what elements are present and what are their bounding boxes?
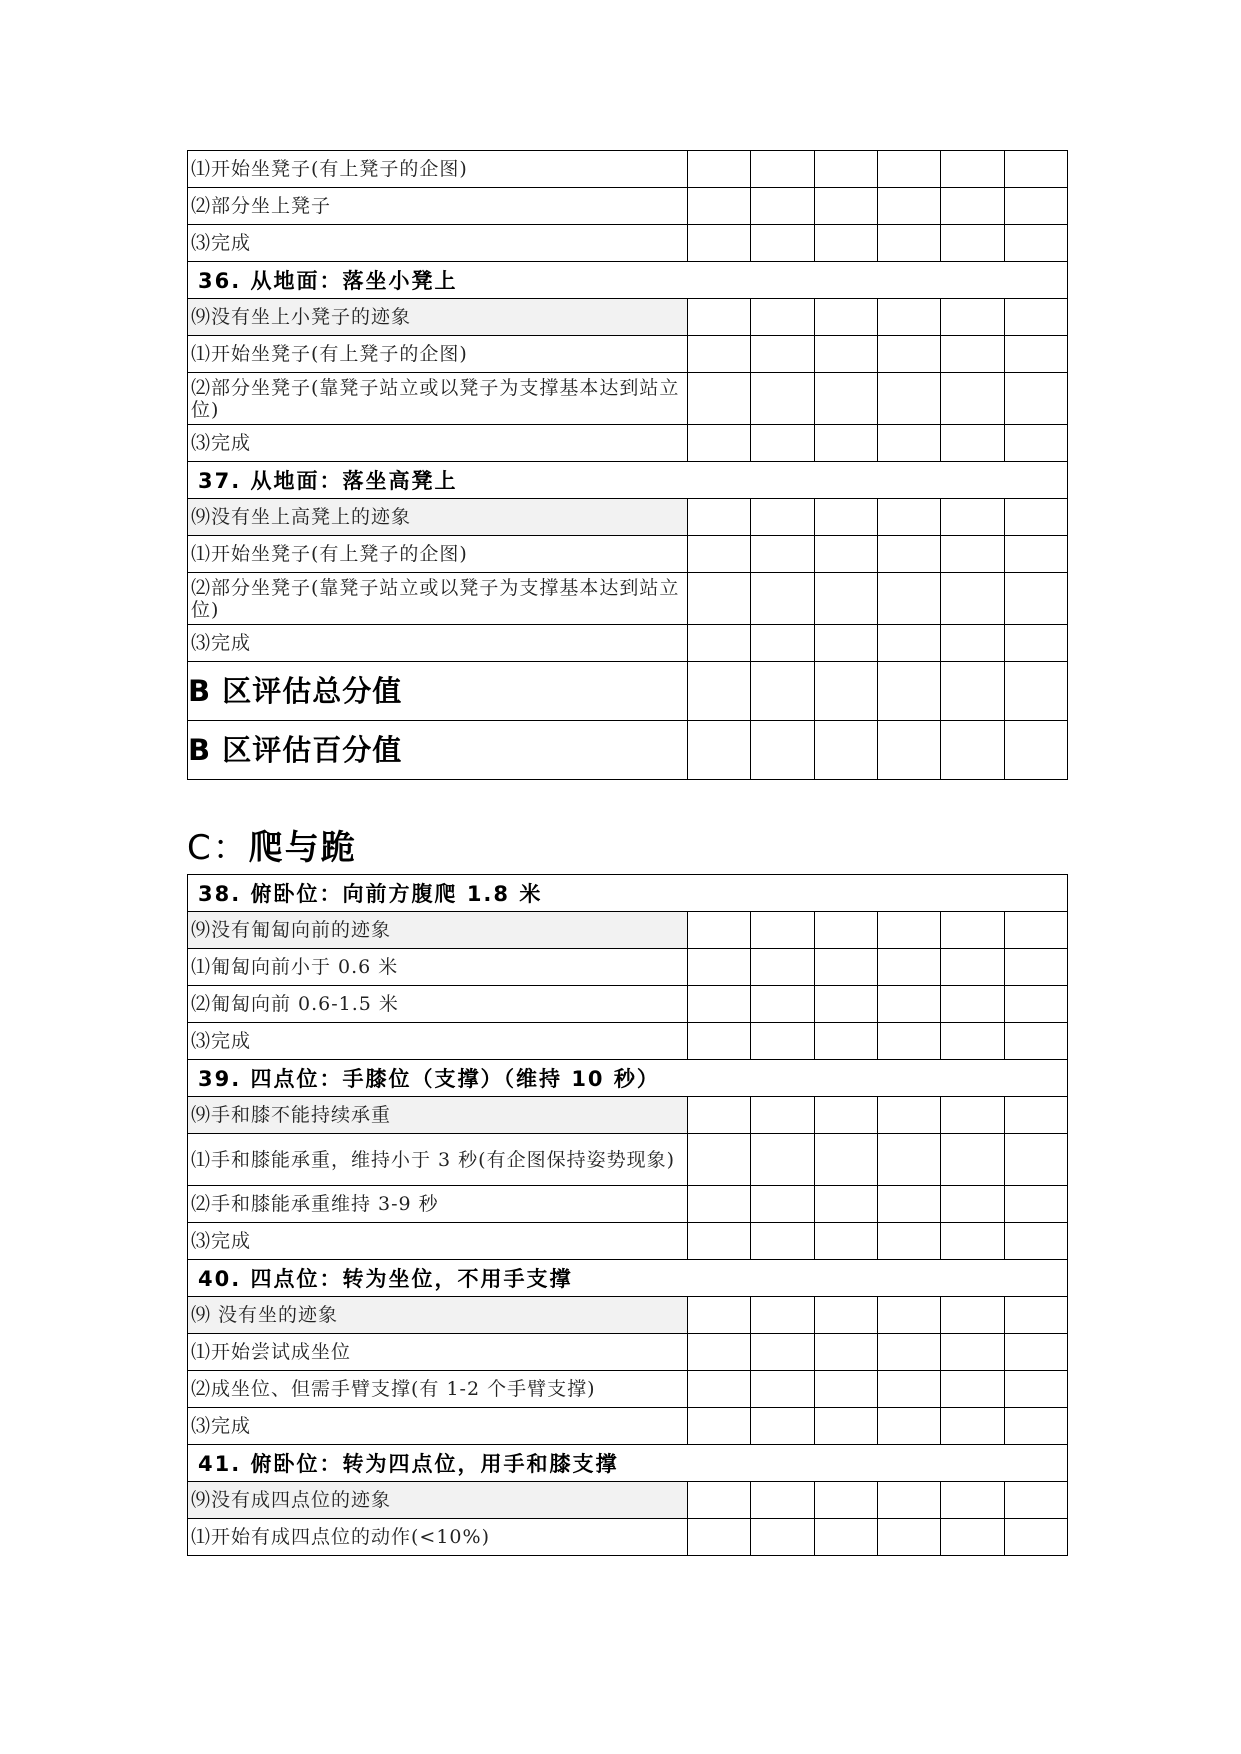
table-body [188,151,1068,780]
score-option-row [188,536,1068,573]
score-cell[interactable] [751,1297,814,1334]
score-cell[interactable] [941,1519,1004,1556]
score-cell[interactable] [877,625,940,662]
score-cell[interactable] [688,1519,751,1556]
option-label: ⑶完成 [188,1023,688,1060]
table-body [188,875,1068,1556]
score-option-row [188,1097,1068,1134]
score-cell[interactable] [1004,1297,1067,1334]
score-cell[interactable] [688,188,751,225]
option-label: ⑼没有匍匐向前的迹象 [188,912,688,949]
score-cell[interactable] [814,1134,877,1186]
score-cell[interactable] [751,1223,814,1260]
score-cell[interactable] [1004,1519,1067,1556]
score-option-row [188,949,1068,986]
section-c-heading [187,826,357,870]
score-cell[interactable] [1004,1186,1067,1223]
score-cell[interactable] [814,1482,877,1519]
score-option-row [188,373,1068,425]
score-cell[interactable] [814,1408,877,1445]
score-cell[interactable] [688,1223,751,1260]
option-label: ⑼没有坐上小凳子的迹象 [188,299,688,336]
score-cell[interactable] [688,1297,751,1334]
score-cell[interactable] [751,912,814,949]
score-cell[interactable] [751,536,814,573]
score-cell[interactable] [751,573,814,625]
option-label: ⑶完成 [188,425,688,462]
score-cell[interactable] [941,662,1004,721]
score-cell[interactable] [1004,986,1067,1023]
score-cell[interactable] [877,721,940,780]
item-title: 38. 俯卧位：向前方腹爬 1.8 米 [188,875,1068,912]
score-cell[interactable] [751,499,814,536]
score-cell[interactable] [751,1482,814,1519]
score-cell[interactable] [688,1371,751,1408]
score-cell[interactable] [814,151,877,188]
score-option-row [188,1223,1068,1260]
score-cell[interactable] [877,1482,940,1519]
score-cell[interactable] [814,625,877,662]
score-cell[interactable] [751,986,814,1023]
score-cell[interactable] [1004,1371,1067,1408]
score-cell[interactable] [751,1186,814,1223]
score-option-row [188,986,1068,1023]
score-cell[interactable] [1004,1134,1067,1186]
score-cell[interactable] [877,986,940,1023]
score-cell[interactable] [751,373,814,425]
score-cell[interactable] [814,1371,877,1408]
score-cell[interactable] [814,1519,877,1556]
score-cell[interactable] [1004,1097,1067,1134]
score-cell[interactable] [751,1334,814,1371]
score-cell[interactable] [877,225,940,262]
score-cell[interactable] [877,373,940,425]
option-label: ⑶完成 [188,1408,688,1445]
option-label: ⑶完成 [188,225,688,262]
score-cell[interactable] [814,986,877,1023]
score-cell[interactable] [877,425,940,462]
score-cell[interactable] [1004,625,1067,662]
score-option-row [188,1482,1068,1519]
score-option-row [188,1371,1068,1408]
score-cell[interactable] [941,1297,1004,1334]
score-option-row [188,1023,1068,1060]
score-option-row [188,225,1068,262]
section-title: 爬与跪 [248,828,357,868]
score-cell[interactable] [1004,662,1067,721]
score-cell[interactable] [688,1097,751,1134]
option-label: ⑴开始有成四点位的动作(<10%) [188,1519,688,1556]
score-cell[interactable] [688,1134,751,1186]
item-title: 36. 从地面：落坐小凳上 [188,262,1068,299]
score-cell[interactable] [1004,225,1067,262]
score-cell[interactable] [688,573,751,625]
score-cell[interactable] [941,1334,1004,1371]
option-label: ⑵部分坐凳子(靠凳子站立或以凳子为支撑基本达到站立位) [188,373,688,425]
option-label: ⑴匍匐向前小于 0.6 米 [188,949,688,986]
score-cell[interactable] [814,1097,877,1134]
score-cell[interactable] [1004,425,1067,462]
score-cell[interactable] [877,912,940,949]
score-cell[interactable] [751,1408,814,1445]
score-option-row [188,425,1068,462]
score-cell[interactable] [941,912,1004,949]
item-title: 39. 四点位：手膝位（支撑）（维持 10 秒） [188,1060,1068,1097]
score-cell[interactable] [751,151,814,188]
score-cell[interactable] [814,573,877,625]
score-cell[interactable] [941,188,1004,225]
score-cell[interactable] [941,336,1004,373]
score-cell[interactable] [814,1223,877,1260]
score-cell[interactable] [877,573,940,625]
score-cell[interactable] [751,336,814,373]
score-cell[interactable] [688,499,751,536]
score-cell[interactable] [751,1519,814,1556]
score-cell[interactable] [941,373,1004,425]
score-option-row [188,1408,1068,1445]
option-label: ⑶完成 [188,1223,688,1260]
total-score-row [188,721,1068,780]
option-label: ⑼手和膝不能持续承重 [188,1097,688,1134]
score-cell[interactable] [688,912,751,949]
score-cell[interactable] [751,188,814,225]
score-cell[interactable] [751,662,814,721]
score-cell[interactable] [688,151,751,188]
option-label: ⑴开始坐凳子(有上凳子的企图) [188,536,688,573]
total-score-row [188,662,1068,721]
score-cell[interactable] [1004,373,1067,425]
score-cell[interactable] [941,536,1004,573]
score-cell[interactable] [941,1371,1004,1408]
score-cell[interactable] [877,1371,940,1408]
section-c-score-table [187,874,1068,1556]
score-cell[interactable] [814,499,877,536]
score-option-row [188,336,1068,373]
item-title: 40. 四点位：转为坐位，不用手支撑 [188,1260,1068,1297]
score-cell[interactable] [688,986,751,1023]
score-cell[interactable] [941,1408,1004,1445]
score-cell[interactable] [751,425,814,462]
item-header-row [188,1260,1068,1297]
option-label: ⑵手和膝能承重维持 3-9 秒 [188,1186,688,1223]
score-option-row [188,573,1068,625]
score-cell[interactable] [877,1297,940,1334]
score-cell[interactable] [877,1186,940,1223]
score-cell[interactable] [814,225,877,262]
score-cell[interactable] [751,1097,814,1134]
score-cell[interactable] [1004,499,1067,536]
option-label: ⑵匍匐向前 0.6-1.5 米 [188,986,688,1023]
item-header-row [188,262,1068,299]
score-cell[interactable] [877,299,940,336]
score-cell[interactable] [688,721,751,780]
option-label: ⑼没有坐上高凳上的迹象 [188,499,688,536]
score-cell[interactable] [814,373,877,425]
score-option-row [188,151,1068,188]
score-cell[interactable] [751,1134,814,1186]
score-cell[interactable] [941,1023,1004,1060]
score-option-row [188,1519,1068,1556]
score-cell[interactable] [814,662,877,721]
option-label: ⑴手和膝能承重，维持小于 3 秒(有企图保持姿势现象) [188,1134,688,1186]
score-cell[interactable] [941,986,1004,1023]
item-header-row [188,1445,1068,1482]
option-label: ⑴开始坐凳子(有上凳子的企图) [188,336,688,373]
option-label: ⑴开始尝试成坐位 [188,1334,688,1371]
score-cell[interactable] [877,1097,940,1134]
score-cell[interactable] [1004,1023,1067,1060]
score-cell[interactable] [941,1097,1004,1134]
score-cell[interactable] [877,662,940,721]
score-option-row [188,625,1068,662]
score-cell[interactable] [941,1223,1004,1260]
item-header-row [188,875,1068,912]
score-cell[interactable] [941,299,1004,336]
score-option-row [188,188,1068,225]
score-cell[interactable] [941,625,1004,662]
score-cell[interactable] [1004,1334,1067,1371]
score-cell[interactable] [941,225,1004,262]
score-cell[interactable] [688,1482,751,1519]
score-cell[interactable] [1004,336,1067,373]
option-label: ⑵部分坐上凳子 [188,188,688,225]
option-label: ⑶完成 [188,625,688,662]
score-option-row [188,1334,1068,1371]
item-header-row [188,462,1068,499]
score-cell[interactable] [751,1023,814,1060]
score-cell[interactable] [877,1134,940,1186]
score-option-row [188,1134,1068,1186]
score-cell[interactable] [877,1334,940,1371]
option-label: ⑼没有成四点位的迹象 [188,1482,688,1519]
score-cell[interactable] [814,949,877,986]
option-label: ⑵成坐位、但需手臂支撑(有 1-2 个手臂支撑) [188,1371,688,1408]
section-b-score-table [187,150,1068,780]
item-title: 41. 俯卧位：转为四点位，用手和膝支撑 [188,1445,1068,1482]
score-cell[interactable] [751,1371,814,1408]
score-cell[interactable] [941,1482,1004,1519]
score-cell[interactable] [877,1519,940,1556]
score-cell[interactable] [688,1023,751,1060]
score-cell[interactable] [1004,536,1067,573]
score-cell[interactable] [814,336,877,373]
score-option-row [188,299,1068,336]
score-cell[interactable] [941,721,1004,780]
score-cell[interactable] [814,721,877,780]
score-cell[interactable] [877,151,940,188]
score-cell[interactable] [688,1334,751,1371]
total-label: B 区评估总分值 [188,662,688,721]
score-cell[interactable] [1004,1408,1067,1445]
score-cell[interactable] [688,425,751,462]
score-cell[interactable] [814,536,877,573]
option-label: ⑴开始坐凳子(有上凳子的企图) [188,151,688,188]
item-header-row [188,1060,1068,1097]
score-cell[interactable] [1004,188,1067,225]
score-cell[interactable] [751,225,814,262]
score-option-row [188,1297,1068,1334]
score-option-row [188,499,1068,536]
score-cell[interactable] [941,499,1004,536]
score-cell[interactable] [688,1408,751,1445]
score-cell[interactable] [941,949,1004,986]
score-cell[interactable] [941,151,1004,188]
score-cell[interactable] [877,1408,940,1445]
score-cell[interactable] [1004,949,1067,986]
score-cell[interactable] [688,1186,751,1223]
score-cell[interactable] [688,225,751,262]
score-cell[interactable] [814,425,877,462]
score-option-row [188,912,1068,949]
score-cell[interactable] [814,1334,877,1371]
score-cell[interactable] [1004,151,1067,188]
score-cell[interactable] [877,499,940,536]
score-cell[interactable] [814,188,877,225]
section-letter: C： [187,828,249,868]
score-cell[interactable] [688,536,751,573]
score-cell[interactable] [941,1186,1004,1223]
score-cell[interactable] [688,299,751,336]
score-cell[interactable] [877,536,940,573]
score-cell[interactable] [688,662,751,721]
item-title: 37. 从地面：落坐高凳上 [188,462,1068,499]
score-cell[interactable] [688,949,751,986]
score-cell[interactable] [814,912,877,949]
score-cell[interactable] [751,949,814,986]
score-cell[interactable] [877,1223,940,1260]
score-cell[interactable] [688,336,751,373]
score-cell[interactable] [1004,299,1067,336]
total-label: B 区评估百分值 [188,721,688,780]
option-label: ⑵部分坐凳子(靠凳子站立或以凳子为支撑基本达到站立位) [188,573,688,625]
score-cell[interactable] [814,299,877,336]
score-cell[interactable] [751,299,814,336]
score-cell[interactable] [877,336,940,373]
score-cell[interactable] [814,1023,877,1060]
score-cell[interactable] [1004,721,1067,780]
score-cell[interactable] [877,188,940,225]
score-cell[interactable] [688,373,751,425]
score-cell[interactable] [751,625,814,662]
score-cell[interactable] [941,1134,1004,1186]
score-cell[interactable] [1004,1223,1067,1260]
score-cell[interactable] [941,573,1004,625]
score-cell[interactable] [941,425,1004,462]
score-cell[interactable] [688,625,751,662]
score-cell[interactable] [1004,573,1067,625]
score-cell[interactable] [877,1023,940,1060]
option-label: ⑼ 没有坐的迹象 [188,1297,688,1334]
score-option-row [188,1186,1068,1223]
score-cell[interactable] [877,949,940,986]
score-cell[interactable] [814,1297,877,1334]
score-cell[interactable] [814,1186,877,1223]
score-cell[interactable] [751,721,814,780]
score-cell[interactable] [1004,912,1067,949]
score-cell[interactable] [1004,1482,1067,1519]
